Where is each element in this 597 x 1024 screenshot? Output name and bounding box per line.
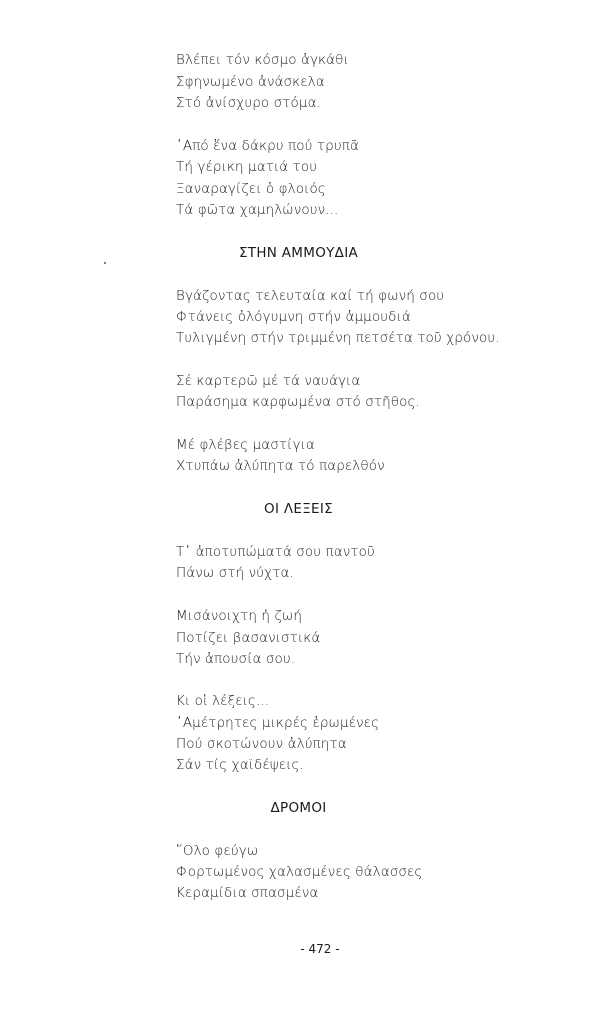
- poem-line: Τ᾿ ἀποτυπώματά σου παντοῦ: [176, 544, 375, 560]
- poem-line: Σέ καρτερῶ μέ τά ναυάγια: [176, 373, 361, 389]
- poem-line: Στό ἀνίσχυρο στόμα.: [176, 95, 321, 111]
- poem-line: Κεραμίδια σπασμένα: [176, 885, 319, 901]
- poem-line: Φορτωμένος χαλασμένες θάλασσες: [176, 864, 423, 880]
- poem-line: Κι οἱ λέξεις...: [176, 693, 270, 709]
- poem-line: Τή γέρικη ματιά του: [176, 159, 318, 175]
- poem-line: Μισάνοιχτη ἡ ζωή: [176, 608, 302, 624]
- poem-line: Χτυπάω ἀλύπητα τό παρελθόν: [176, 458, 385, 474]
- poem-line: Ξαναραγίζει ὁ φλοιός: [176, 181, 326, 197]
- poem-line: Σάν τίς χαϊδέψεις.: [176, 757, 304, 773]
- poem-line: Πού σκοτώνουν ἀλύπητα: [176, 736, 347, 752]
- poem-line: Φτάνεις ὁλόγυμνη στήν ἀμμουδιά: [176, 309, 411, 325]
- poem-line: Πάνω στή νύχτα.: [176, 565, 294, 581]
- poem-line: Τήν ἀπουσία σου.: [176, 651, 296, 667]
- poem-line: Παράσημα καρφωμένα στό στῆθος.: [176, 394, 420, 410]
- poem-title: ΣΤΗΝ ΑΜΜΟΥΔΙΑ: [238, 245, 359, 261]
- poem-title: ΟΙ ΛΕΞΕΙΣ: [264, 501, 333, 517]
- poem-title: ΔΡΟΜΟΙ: [270, 800, 327, 816]
- poem-line: Βγάζοντας τελευταία καί τή φωνή σου: [176, 288, 445, 304]
- page-number: - 472 -: [300, 942, 340, 956]
- poem-line: ῞Ολο φεύγω: [176, 843, 259, 859]
- poem-line: ᾿Από ἕνα δάκρυ πού τρυπᾶ: [176, 138, 359, 154]
- poem-line: Ποτίζει βασανιστικά: [176, 630, 321, 646]
- poem-line: ᾿Αμέτρητες μικρές ἐρωμένες: [176, 715, 380, 731]
- poem-line: Βλέπει τόν κόσμο ἀγκάθι: [176, 52, 349, 68]
- poem-line: Τά φῶτα χαμηλώνουν...: [176, 202, 339, 218]
- print-speck: [104, 262, 106, 264]
- poem-line: Τυλιγμένη στήν τριμμένη πετσέτα τοῦ χρόνου.: [176, 330, 500, 346]
- poem-line: Σφηνωμένο ἀνάσκελα: [176, 74, 325, 90]
- poem-line: Μέ φλέβες μαστίγια: [176, 437, 315, 453]
